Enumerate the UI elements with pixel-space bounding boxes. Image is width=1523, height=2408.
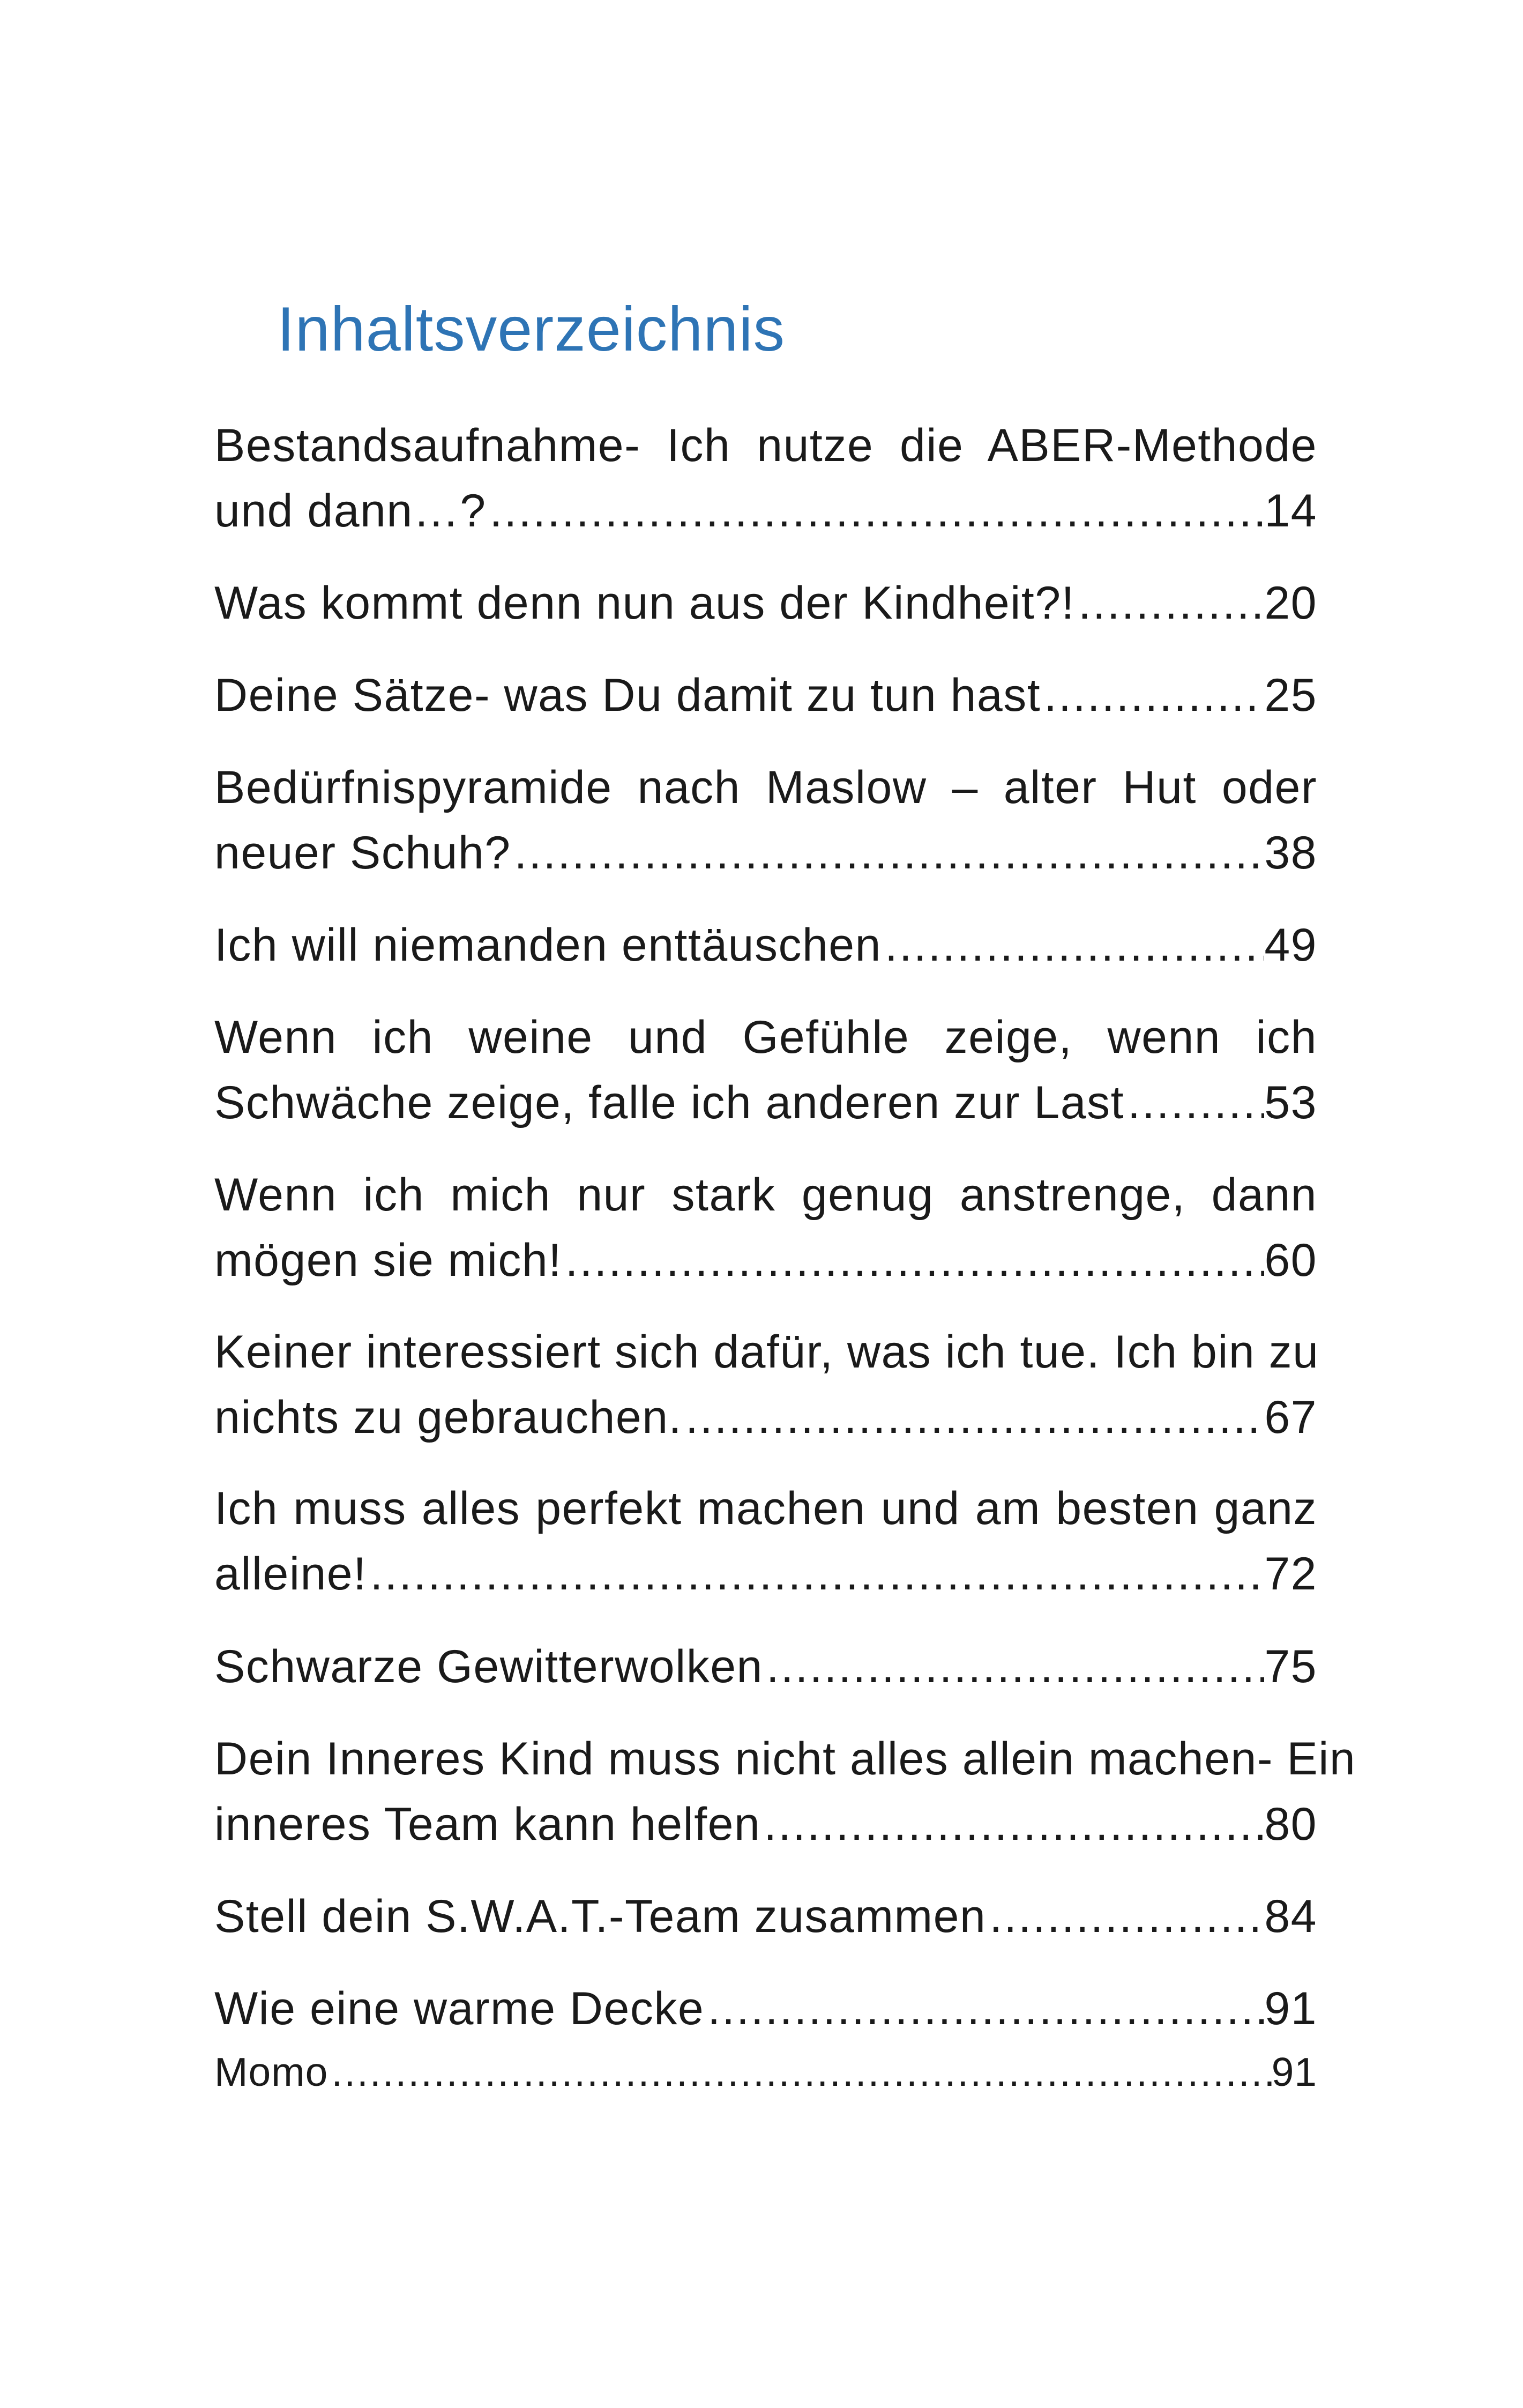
- toc-entry[interactable]: [214, 1884, 1317, 1949]
- toc-entry-text: Schwarze Gewitterwolken: [214, 1641, 763, 1692]
- toc-entry-leader-line: [214, 2042, 1317, 2101]
- toc-entry-text: und dann…?: [214, 485, 487, 537]
- toc-entry[interactable]: [214, 1634, 1317, 1699]
- toc-entry-leader-line: [214, 1228, 1317, 1293]
- toc-entry-text: alleine!: [214, 1548, 367, 1600]
- toc-entry[interactable]: [214, 1005, 1317, 1135]
- toc-page-number: 38: [1264, 827, 1317, 879]
- toc-page-number: 80: [1264, 1798, 1317, 1850]
- toc-page-number: 91: [1264, 1983, 1317, 2034]
- toc-entry-leader-line: [214, 478, 1317, 544]
- toc-entry-text: neuer Schuh?: [214, 827, 511, 879]
- dot-leader: [562, 1228, 1265, 1293]
- dot-leader: [511, 820, 1265, 886]
- dot-leader: [367, 1541, 1265, 1607]
- toc-entry-leader-line: [214, 1976, 1317, 2041]
- toc-entry-text: Deine Sätze- was Du damit zu tun hast: [214, 670, 1041, 721]
- toc-entry-text: nichts zu gebrauchen.: [214, 1392, 682, 1443]
- toc-entry[interactable]: [214, 1726, 1356, 1857]
- toc-entry-leader-line: [214, 1884, 1317, 1949]
- dot-leader: [1075, 570, 1264, 636]
- dot-leader: [986, 1884, 1264, 1949]
- toc-page-number: 14: [1264, 485, 1317, 537]
- toc-page-number: 84: [1264, 1891, 1317, 1942]
- toc-entry-text: Wie eine warme Decke: [214, 1983, 705, 2034]
- toc-entry-leader-line: [214, 820, 1317, 886]
- toc-entry[interactable]: [214, 1976, 1317, 2041]
- toc-entry-leader-line: [214, 1541, 1317, 1607]
- toc-entry-first-line: Bestandsaufnahme- Ich nutze die ABER-Methode: [214, 420, 1317, 471]
- dot-leader: [760, 1792, 1264, 1857]
- dot-leader: [704, 1976, 1264, 2041]
- toc-entry-leader-line: [214, 1070, 1317, 1135]
- toc-title: Inhaltsverzeichnis: [277, 294, 785, 364]
- toc-entry-first-line: Keiner interessiert sich dafür, was ich tue. Ich bin zu: [214, 1326, 1319, 1378]
- dot-leader: [328, 2042, 1271, 2101]
- toc-entry[interactable]: [214, 912, 1317, 978]
- toc-entry-leader-line: [214, 570, 1317, 636]
- toc-entry-text: mögen sie mich!: [214, 1235, 562, 1286]
- toc-entry-text: Stell dein S.W.A.T.-Team zusammen: [214, 1891, 987, 1942]
- toc-entry-first-line: Wenn ich weine und Gefühle zeige, wenn ich: [214, 1012, 1317, 1063]
- toc-entry-leader-line: [214, 1634, 1317, 1699]
- toc-entry-text: Was kommt denn nun aus der Kindheit?!: [214, 577, 1075, 629]
- dot-leader: [487, 478, 1265, 544]
- toc-entry[interactable]: [214, 1162, 1317, 1293]
- dot-leader: [882, 912, 1264, 978]
- toc-entry[interactable]: [214, 1319, 1317, 1450]
- toc-entry-leader-line: [214, 1792, 1317, 1857]
- toc-entry[interactable]: [214, 413, 1317, 544]
- toc-page-number: 20: [1264, 577, 1317, 629]
- toc-entry-text: Schwäche zeige, falle ich anderen zur Last: [214, 1077, 1124, 1128]
- toc-entry-leader-line: [214, 912, 1317, 978]
- toc-entry-text: inneres Team kann helfen: [214, 1798, 761, 1850]
- dot-leader: [763, 1634, 1264, 1699]
- toc-entry-text: Momo: [214, 2049, 329, 2094]
- toc-entry-first-line: Wenn ich mich nur stark genug anstrenge, dann: [214, 1169, 1317, 1221]
- toc-entry[interactable]: [214, 663, 1317, 728]
- toc-entry-leader-line: [214, 663, 1317, 728]
- dot-leader: [682, 1385, 1264, 1450]
- toc-page-number: 67: [1264, 1392, 1317, 1443]
- toc-entry-first-line: Dein Inneres Kind muss nicht alles allein machen- Ein: [214, 1733, 1356, 1785]
- toc-page-number: 60: [1264, 1235, 1317, 1286]
- toc-entry-text: Ich will niemanden enttäuschen: [214, 919, 882, 971]
- toc-page-number: 91: [1271, 2049, 1317, 2094]
- toc-entry[interactable]: [214, 1476, 1317, 1607]
- toc-entry[interactable]: [214, 570, 1317, 636]
- toc-entry-first-line: Ich muss alles perfekt machen und am besten ganz: [214, 1483, 1317, 1534]
- dot-leader: [1124, 1070, 1264, 1135]
- toc-page-number: 72: [1264, 1548, 1317, 1600]
- toc-entry-first-line: Bedürfnispyramide nach Maslow – alter Hut oder: [214, 762, 1317, 813]
- toc-page-number: 75: [1264, 1641, 1317, 1692]
- toc-page-number: 53: [1264, 1077, 1317, 1128]
- toc-page-number: 25: [1264, 670, 1317, 721]
- toc-entry-leader-line: [214, 1385, 1317, 1450]
- dot-leader: [1041, 663, 1264, 728]
- toc-page-number: 49: [1264, 919, 1317, 971]
- toc-entry[interactable]: [214, 755, 1317, 886]
- toc-entry[interactable]: [214, 2042, 1317, 2101]
